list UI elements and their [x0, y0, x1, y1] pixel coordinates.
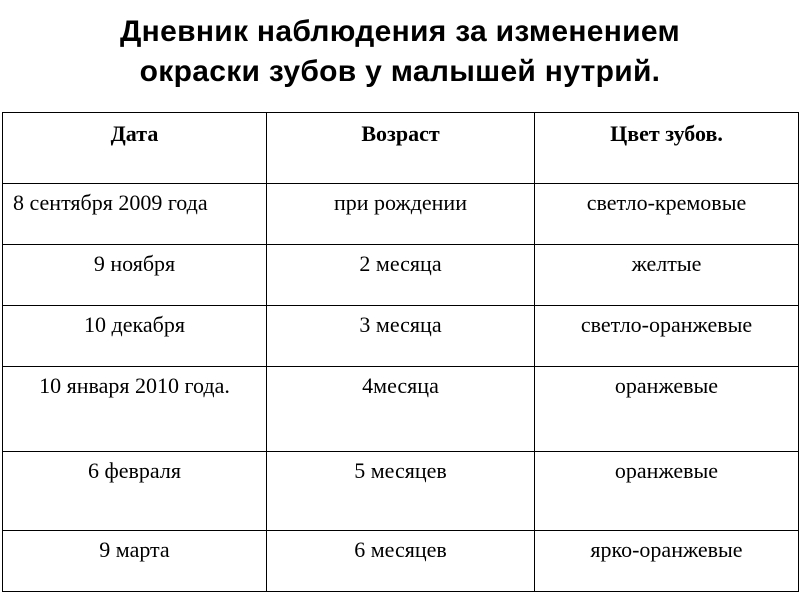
teeth-color-cell: ярко-оранжевые — [535, 531, 799, 592]
page-title-line-2: окраски зубов у малышей нутрий. — [139, 55, 661, 88]
table-row — [3, 367, 799, 452]
column-header-teeth-color: Цвет зубов. — [535, 113, 799, 184]
age-cell: 3 месяца — [267, 306, 535, 367]
date-cell: 10 января 2010 года. — [3, 367, 267, 452]
page-title-line-1: Дневник наблюдения за изменением — [120, 15, 680, 48]
teeth-color-cell: светло-оранжевые — [535, 306, 799, 367]
table-row — [3, 245, 799, 306]
age-cell: 2 месяца — [267, 245, 535, 306]
date-cell: 10 декабря — [3, 306, 267, 367]
date-cell: 6 февраля — [3, 452, 267, 531]
teeth-color-cell: оранжевые — [535, 367, 799, 452]
date-cell: 9 марта — [3, 531, 267, 592]
table-row — [3, 452, 799, 531]
table-row — [3, 531, 799, 592]
column-header-date: Дата — [3, 113, 267, 184]
observation-table-container — [2, 112, 798, 592]
age-cell: 6 месяцев — [267, 531, 535, 592]
age-cell: 4месяца — [267, 367, 535, 452]
page-title — [0, 12, 800, 92]
teeth-color-cell: оранжевые — [535, 452, 799, 531]
date-cell: 9 ноября — [3, 245, 267, 306]
teeth-color-cell: желтые — [535, 245, 799, 306]
observation-table — [2, 112, 799, 592]
teeth-color-cell: светло-кремовые — [535, 184, 799, 245]
table-row — [3, 306, 799, 367]
table-header-row — [3, 113, 799, 184]
age-cell: 5 месяцев — [267, 452, 535, 531]
age-cell: при рождении — [267, 184, 535, 245]
table-row — [3, 184, 799, 245]
column-header-age: Возраст — [267, 113, 535, 184]
date-cell: 8 сентября 2009 года — [3, 184, 267, 245]
